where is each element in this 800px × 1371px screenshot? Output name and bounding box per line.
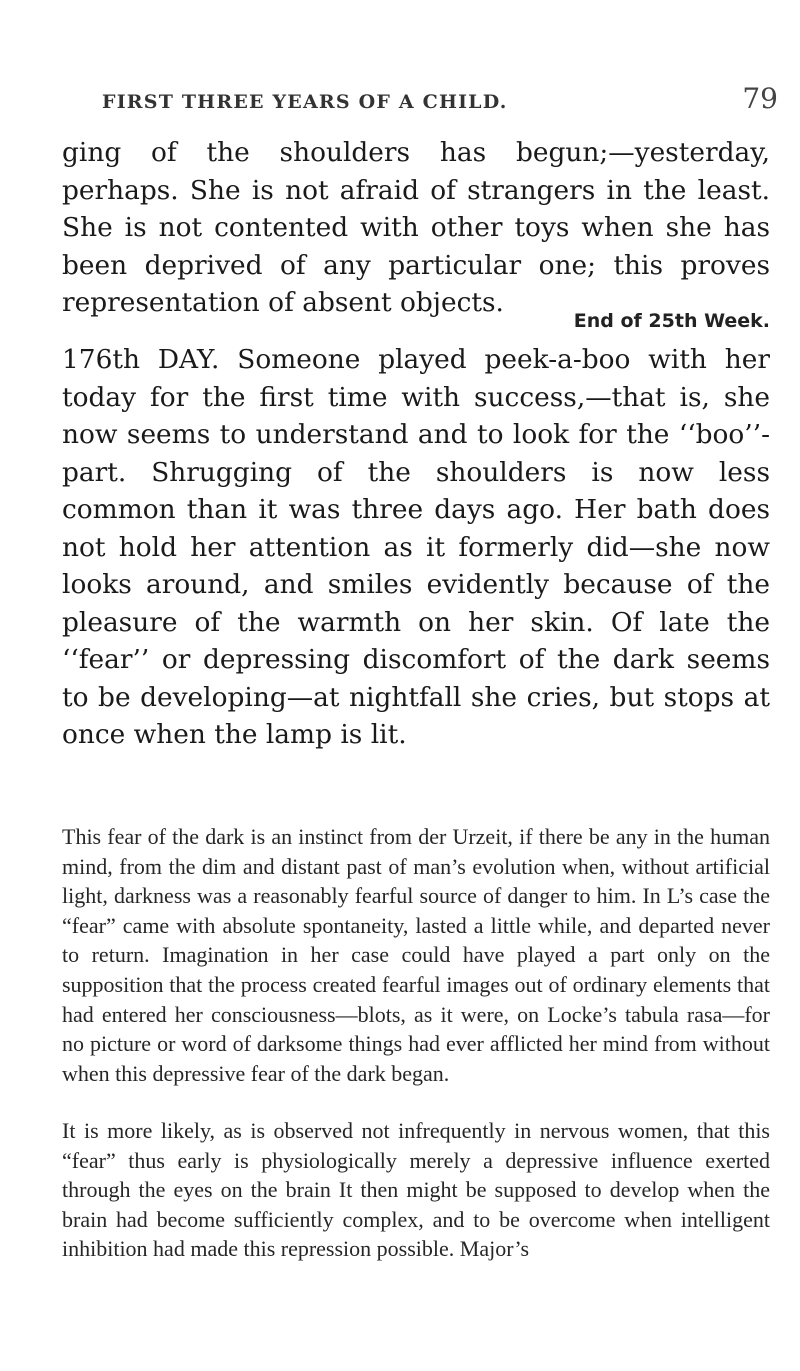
end-of-week-note: End of 25th Week. [573,310,770,332]
paragraph-continuation: ging of the shoulders has begun;—yesterday, perhaps. She is not afraid of strangers in the least. She is not contented with other toys when she has been deprived of any particular one; this proves representation of absent objects. [62,137,770,318]
day-176-text: Someone played peek-a-boo with her today for the first time with success,—that is, she now seems to understand and to look for the ‘‘boo’’-part. Shrugging of the shoulders is now less common than it was three days ago. Her bath does not hold her attention as it formerly did—she now looks around, and smiles evidently because of the pleasure of the warmth on her skin. Of late the ‘‘fear’’ or depressing discomfort of the dark seems to be developing—at nightfall she cries, but stops at once when the lamp is lit. [62,344,770,750]
running-head: FIRST THREE YEARS OF A CHILD. [102,91,508,113]
paragraph-commentary-fear: This fear of the dark is an instinct from der Urzeit, if there be any in the human mind, from the dim and distant past of man’s evolution when, without artificial light, darkness was a reasonably fearful source of danger to him. In L’s case the “fear” came with absolute spontaneity, lasted a little while, and departed never to return. Imagination in her case could have played a part only on the supposition that the process created fearful images out of ordinary elements that had entered her consciousness—blots, as it were, on Locke’s tabula rasa—for no picture or word of darksome things had ever afflicted her mind from without when this depressive fear of the dark began. [62,824,770,1086]
page-header [88,82,778,126]
paragraph-day-176 [62,341,770,754]
day-label: 176th DAY. [62,344,220,375]
paragraph-commentary-likely: It is more likely, as is observed not infrequently in nervous women, that this “fear” thus early is physiologically merely a depressive influence exerted through the eyes on the brain It then might be supposed to develop when the brain had become sufficiently complex, and to be overcome when intelligent inhibition had made this repression possible. Major’s [62,1118,770,1262]
page-number: 79 [742,82,778,115]
